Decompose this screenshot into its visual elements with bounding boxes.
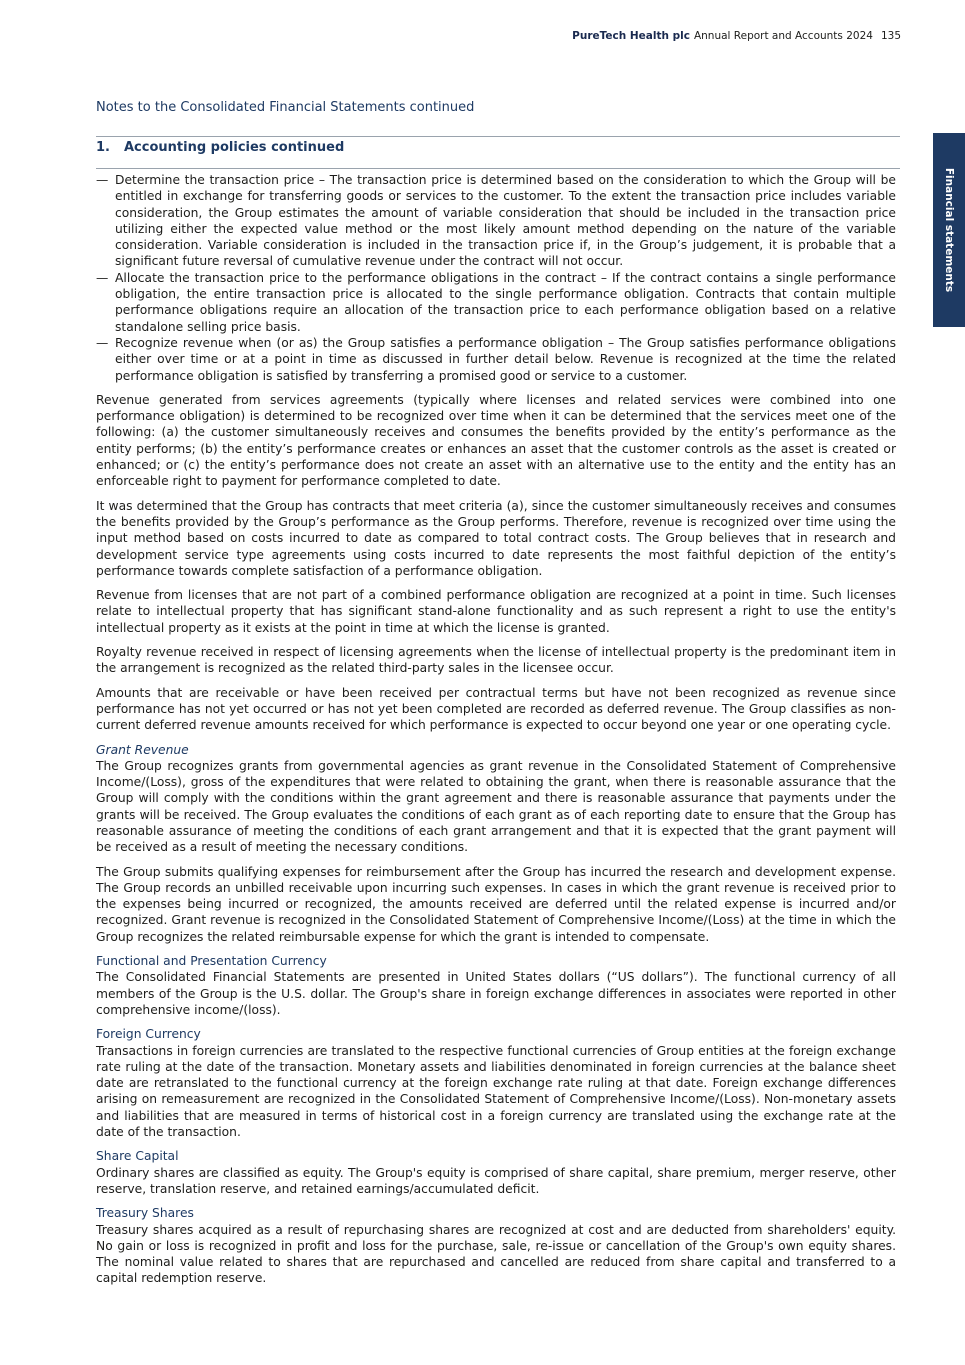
report-title: Annual Report and Accounts 2024 — [693, 30, 873, 42]
side-tab-label: Financial statements — [943, 167, 955, 293]
top-divider — [96, 136, 900, 137]
share-capital-heading: Share Capital — [96, 1149, 179, 1164]
share-capital-text: Ordinary shares are classified as equity. The Group's equity is comprised of share capital, share premium, merger reserve, other reserve, translation reserve, and retained earnings/accumulated deficit. — [96, 1165, 896, 1196]
functional-currency-section — [96, 953, 896, 1018]
page-header — [572, 30, 901, 42]
dash-bullet: — — [96, 270, 109, 285]
company-name: PureTech Health plc — [572, 30, 690, 42]
step-text: Allocate the transaction price to the performance obligations in the contract – If the contract contains a single performance obligation, the entire transaction price is allocated to the single performance obligation. Contracts that contain multiple performance obligations require an allocation of the transaction price to each performance obligation based on a relative standalone selling price basis. — [115, 270, 896, 334]
section-side-tab — [933, 133, 965, 327]
paragraph-royalty: Royalty revenue received in respect of licensing agreements when the license of intellectual property is the predominant item in the arrangement is recognized as the related third-party sales in the licensee occur. — [96, 645, 896, 676]
page-number: 135 — [880, 30, 901, 42]
policy-title: Accounting policies continued — [124, 140, 345, 155]
foreign-currency-heading: Foreign Currency — [96, 1027, 201, 1042]
heading-divider — [96, 168, 900, 169]
dash-bullet: — — [96, 335, 109, 350]
list-item — [96, 172, 896, 270]
treasury-shares-section — [96, 1205, 896, 1286]
treasury-shares-text: Treasury shares acquired as a result of repurchasing shares are recognized at cost and are deducted from shareholders' equity. No gain or loss is recognized in profit and loss for the purchase, sale, re-issue or cancellation of the Group's own equity shares. The nominal value related to shares that are repurchased and cancelled are reduced from share capital and transferred to a capital redemption reserve. — [96, 1222, 896, 1286]
grant-paragraph-1: The Group recognizes grants from governmental agencies as grant revenue in the Consolidated Statement of Comprehensive Income/(Loss), gross of the expenditures that were related to obtaining the grant, when there is reasonable assurance that the Group will comply with the conditions within the grant agreement and there is reasonable assurance that payments under the grants will be received. The Group evaluates the conditions of each grant as of each reporting date to ensure that the Group has reasonable assurance of meeting the conditions of each grant arrangement and that it is expected that the grant payment will be received as a result of meeting the necessary conditions. — [96, 758, 896, 855]
foreign-currency-text: Transactions in foreign currencies are translated to the respective functional currencies of Group entities at the foreign exchange rate ruling at the date of the transaction. Monetary assets and liabilities denominated in foreign currencies at the balance sheet date are retranslated to the functional currency at the foreign exchange rate ruling at that date. Foreign exchange differences arising on remeasurement are recognized in the Consolidated Statement of Comprehensive Income/(Loss). Non-monetary assets and liabilities that are measured in terms of historical cost in a foreign currency are translated using the exchange rate at the date of the transaction. — [96, 1043, 896, 1140]
paragraph-services-revenue: Revenue generated from services agreements (typically where licenses and related services were combined into one performance obligation) is determined to be recognized over time when it can be determined that the services meet one of the following: (a) the customer simultaneously receives and consumes the benefits provided by the entity’s performance as the entity performs; (b) the entity’s performance creates or enhances an asset that the customer controls as the asset is created or enhanced; or (c) the entity’s performance does not create an asset with an alternative use to the entity and the entity has an enforceable right to payment for performance completed to date. — [96, 392, 896, 489]
foreign-currency-section — [96, 1026, 896, 1140]
step-list — [96, 172, 896, 384]
policy-heading — [96, 140, 344, 155]
grant-revenue-heading: Grant Revenue — [96, 742, 189, 757]
grant-paragraph-2: The Group submits qualifying expenses for reimbursement after the Group has incurred the research and development expense. The Group records an unbilled receivable upon incurring such expenses. In cases in which the grant revenue is received prior to the expenses being incurred or recognized, the amounts received are deferred until the related expense is incurred and/or recognized. Grant revenue is recognized in the Consolidated Statement of Comprehensive Income/(Loss) at the time in which the Group recognizes the related reimbursable expense for which the grant is intended to compensate. — [96, 864, 896, 944]
step-text: Recognize revenue when (or as) the Group satisfies a performance obligation – The Group satisfies performance obligations either over time or at a point in time as discussed in further detail below. Revenue is recognized at the time the related performance obligation is satisfied by transferring a promised good or service to a customer. — [115, 335, 896, 383]
functional-currency-heading: Functional and Presentation Currency — [96, 954, 327, 969]
share-capital-section — [96, 1148, 896, 1197]
list-item — [96, 270, 896, 335]
list-item — [96, 335, 896, 384]
dash-bullet: — — [96, 173, 109, 187]
paragraph-criteria: It was determined that the Group has contracts that meet criteria (a), since the customer simultaneously receives and consumes the benefits provided by the Group’s performance as the Group performs. Therefore, revenue is recognized over time using the input method based on costs incurred to date as compared to total contract costs. The Group believes that in research and development service type agreements using costs incurred to date represents the most faithful depiction of the entity’s performance towards complete satisfaction of a performance obligation. — [96, 498, 896, 578]
section-title: Notes to the Consolidated Financial Statements continued — [96, 100, 475, 115]
treasury-shares-heading: Treasury Shares — [96, 1206, 194, 1221]
grant-revenue-section — [96, 742, 896, 946]
paragraph-licenses: Revenue from licenses that are not part of a combined performance obligation are recognized at a point in time. Such licenses relate to intellectual property that has significant stand-alone functionality and as such represent a right to use the entity's intellectual property as it exists at the point in time at which the license is granted. — [96, 588, 896, 635]
functional-currency-text: The Consolidated Financial Statements are presented in United States dollars (“US dollars”). The functional currency of all members of the Group is the U.S. dollar. The Group's share in foreign exchange differences in associates were reported in other comprehensive income/(loss). — [96, 970, 896, 1017]
step-text: Determine the transaction price – The transaction price is determined based on the consideration to which the Group will be entitled in exchange for transferring goods or services to the customer. To the extent the transaction price includes variable consideration, the Group estimates the amount of variable consideration that should be included in the transaction price utilizing either the expected value method or the most likely amount method depending on the nature of the variable consideration. Variable consideration is included in the transaction price if, in the Group’s judgement, it is probable that a significant future reversal of cumulative revenue under the contract will not occur. — [115, 173, 896, 269]
paragraph-deferred-revenue: Amounts that are receivable or have been received per contractual terms but have not been recognized as revenue since performance has not yet occurred or has not yet been completed are recorded as deferred revenue. The Group classifies as non-current deferred revenue amounts received for which performance is expected to occur beyond one year or one operating cycle. — [96, 685, 896, 733]
policy-number: 1. — [96, 140, 110, 155]
body-text — [96, 172, 896, 1295]
